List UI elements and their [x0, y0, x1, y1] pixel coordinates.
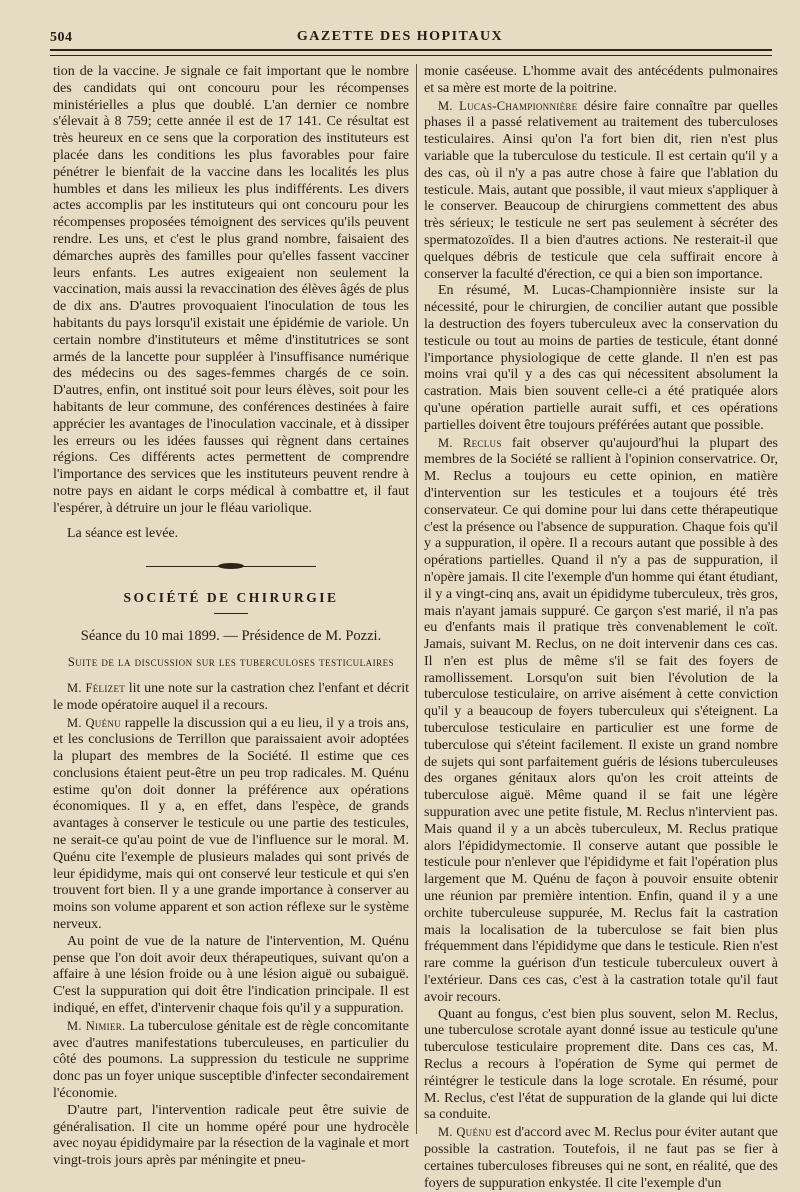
- header-rule: [50, 49, 772, 51]
- section-ornament: [146, 562, 316, 572]
- right-paragraphs: [424, 64, 778, 1192]
- paragraph-text: La tuberculose génitale est de règle concomitante avec d'autres manifestations tuberculeuses, en particulier du côté des poumons. La suppression du testicule ne supprime donc pas un foyer unique susceptible d'infecter secondairement l'économie.: [53, 1018, 409, 1102]
- paragraph-text: fait observer qu'aujourd'hui la plupart des membres de la Société se rallient à l'opinion conservatrice. Or, M. Reclus a toujours eu cette opinion, en matière d'intervention sur les testicules et a toujours été très conservateur. Ce qui domine pour lui dans cette thérapeutique c'est la présence ou l'absence de suppuration. Chaque fois qu'il y a suppuration, il opère. Il a recours autant que possible à des opérations partielles. Quand il n'y a pas de suppuration, il n'opère jamais. Il cite l'exemple d'un homme qui étant étudiant, il y a vingt-cinq ans, avait un épididyme tuberculeux, très gros, mais n'ayant jamais suppuré. Ce garçon s'est marié, il n'a pas eu d'enfants mais il pratique très convenablement le coït. Jamais, suivant M. Reclus, on ne doit intervenir dans ces cas. Il n'en est plus de même s'il se fait des foyers de ramollissement. Lorsqu'on suit bien l'évolution de la tuberculose testiculaire, on arrive aisément à cette conviction qu'il y a beaucoup de foyers tuberculeux qui s'éteignent. La tuberculose testiculaire en particulier est une forme de tuberculose qui s'éteint facilement. Il existe un grand nombre de sujets qui sont parfaitement guéris de lésions tuberculeuses des organes génitaux alors qu'on les croit atteints de tuberculose aiguë. Même quand il se fait une légère suppuration avec une petite fistule, M. Reclus n'intervient pas. Mais quand il y a un abcès tuberculeux, M. Reclus pratique alors l'épididymectomie. Il conserve autant que possible le testicule pour n'enlever que l'épididyme et fait l'opération plus largement que M. Quénu de façon à pouvoir ensuite obtenir une réunion par première intention. Enfin, quand il y a une orchite tuberculeuse suppurée, M. Reclus fait la castration mais la localisation de la tuberculose se fait bien plus fréquemment dans l'épididyme que dans le testicule. Rien n'est rare comme la guérison d'un testicule tuberculeux ouvert à l'extérieur. Dans ces cas, c'est à la castration totale qu'il faut avoir recours.: [424, 435, 778, 1005]
- paragraph-text: désire faire connaître par quelles phases il a passé relativement au traitement des tuberculoses testiculaires. Ainsi qu'on l'a fort bien dit, rien n'est plus variable que la tuberculose du testicule. Il est certain qu'il y a des cas, où il n'y a pas autre chose à faire que l'ablation du testicule. Mais, autant que possible, il vaut mieux s'appliquer à le conserver. Beaucoup de chirurgiens commettent des abus très sérieux; le testicule ne sert pas seulement à sécréter des spermatozoïdes. Il a bien d'autres actions. Ne resterait-il que quelques débris de testicule que cela suffirait encore à conserver la faculté d'érection, ce qui a bien son importance.: [424, 98, 779, 282]
- paragraph-text: rappelle la discussion qui a eu lieu, il y a trois ans, et les conclusions de Terrillon que paraissaient avoir adoptées la plupart des membres de la Société. Il estime que ces conclusions étaient peut-être un peu trop radicales. M. Quénu estime qu'on doit donner la préférence aux opérations économiques. Il y a, en effet, dans l'espèce, de grands avantages à conserver le testicule ou une partie des testicules, ne serait-ce qu'au point de vue de l'influence sur le moral. M. Quénu cite l'exemple de plusieurs malades qui sont privés de leur épididyme, mais qui ont conservé leur testicule et qui s'en trouvent fort bien. Il y a une grande importance à conserver au moins son volume apparent et son action réflexe sur le système nerveux.: [53, 715, 409, 933]
- paragraph: [424, 1124, 778, 1192]
- speaker-name: M. Reclus: [438, 435, 502, 450]
- right-column: [424, 64, 779, 1191]
- paragraph: [53, 715, 409, 934]
- paragraph-text: Quant au fongus, c'est bien plus souvent, selon M. Reclus, une tuberculose scrotale ayant donné issue au testicule qu'une tuberculose testiculaire proprement dite. Dans ces cas, M. Reclus a recours à l'opération de Syme qui permet de réintégrer le testicule dans la loge scrotale. En résumé, pour M. Reclus, c'est l'état de suppuration de la glande qui lui dicte sa conduite.: [424, 1006, 778, 1123]
- speaker-name: M. Quénu: [67, 715, 122, 730]
- section-rule: [214, 613, 248, 614]
- paragraph: [53, 1018, 409, 1103]
- paragraph-text: monie caséeuse. L'homme avait des antécédents pulmonaires et sa mère est morte de la poitrine.: [424, 64, 778, 96]
- discussion-subtitle: Suite de la discussion sur les tuberculoses testiculaires: [67, 654, 395, 669]
- speaker-name: M. Quénu: [438, 1125, 492, 1140]
- speaker-name: M. Nimier.: [67, 1018, 126, 1033]
- left-column: [53, 64, 409, 1169]
- seance-line: Séance du 10 mai 1899. — Présidence de M. Pozzi.: [80, 628, 382, 645]
- session-closing: La séance est levée.: [67, 525, 179, 541]
- paragraph: [53, 680, 409, 715]
- continuation-paragraph: tion de la vaccine. Je signale ce fait important que le nombre des candidats qui ont concouru pour les récompenses ministérielles a plus que doublé. L'an dernier ce nombre s'élevait à 8 759; cette année il est de 17 141. Ce résultat est très heureux en ce sens que la corporation des instituteurs est placée dans les conditions les plus favorables pour faire pénétrer le bienfait de la vaccine dans les localités les plus humbles et dans les milieux les plus indifférents. Les divers actes accomplis par les instituteurs qui ont concouru pour les récompenses proposées témoignent des services qu'ils peuvent rendre. Les uns, et c'est le plus grand nombre, faisaient des démarches auprès des familles pour qu'elles fassent vacciner leurs enfants. Les autres exigeaient non seulement la vaccination, mais aussi la revaccination des élèves âgés de plus de dix ans. D'autres provoquaient l'inoculation de tous les habitants du pays lorsqu'il existait une épidémie de variole. Un certain nombre d'instituteurs et même d'institutrices se sont armés de la lancette pour suppléer à l'insuffisance numérique des médecins ou des sages-femmes chargés de ce soin. D'autres, enfin, ont institué soit pour leurs élèves, soit pour les habitants de leur commune, des conférences destinées à faire apprécier les avantages de l'inoculation vaccinale, et à dissiper les erreurs ou les idées fausses qui règnent dans certaines régions. Ces différents actes permettent de comprendre l'importance des services que les instituteurs peuvent rendre à notre pays en aidant le corps médical à combattre et, il faut l'espérer, à détruire un jour le fléau variolique.: [53, 64, 409, 516]
- paragraph: [424, 98, 778, 284]
- paragraph: [424, 435, 778, 1007]
- speaker-name: M. Lucas-Championnière: [438, 98, 578, 113]
- running-title: GAZETTE DES HOPITAUX: [296, 29, 504, 44]
- header-rule-thin: [50, 55, 772, 56]
- paragraph-text: est d'accord avec M. Reclus pour éviter autant que possible la castration. Toutefois, il ne faut pas se fier à certaines tuberculoses fibreuses qui ne sont, en réalité, que des foyers de suppuration enkystée. Il cite l'exemple d'un: [424, 1125, 778, 1191]
- left-paragraphs: [53, 680, 409, 1170]
- column-divider: [416, 64, 417, 1134]
- paragraph-text: En résumé, M. Lucas-Championnière insiste sur la nécessité, pour le chirurgien, de concilier autant que possible la destruction des foyers tuberculeux avec la conservation du testicule ou tout au moins de parties de testicule, étant donné l'importance physiologique de cette glande. Il n'en est pas moins vrai qu'il y a des cas qui nécessitent absolument la castration. Mais bien souvent celle-ci a été pratiquée alors qu'une opération partielle aurait suffi, et ces opérations partielles doivent être toujours préférées autant que possible.: [424, 283, 778, 433]
- paragraph: [53, 1103, 409, 1170]
- paragraph: [424, 64, 778, 98]
- paragraph: [53, 934, 409, 1018]
- paragraph-text: lit une note sur la castration chez l'enfant et décrit le mode opératoire auquel il a recours.: [53, 680, 409, 713]
- speaker-name: M. Félizet: [67, 680, 126, 695]
- paragraph: [424, 1007, 778, 1125]
- section-title: SOCIÉTÉ DE CHIRURGIE: [123, 590, 339, 606]
- page-number: 504: [50, 30, 73, 45]
- paragraph-text: D'autre part, l'intervention radicale peut être suivie de généralisation. Il cite un homme opéré pour une hydrocèle avec noyau épididymaire par la résection de la vaginale et mort vingt-trois jours après par méningite et pneu-: [53, 1102, 409, 1169]
- paragraph: [424, 283, 778, 434]
- paragraph-text: Au point de vue de la nature de l'intervention, M. Quénu pense que l'on doit avoir deux thérapeutiques, suivant qu'on a affaire à une lésion froide ou à une lésion aiguë ou subaiguë. C'est la suppuration qui doit être l'indication principale. Il est indiqué, en effet, d'intervenir chaque fois qu'il y a suppuration.: [53, 933, 409, 1017]
